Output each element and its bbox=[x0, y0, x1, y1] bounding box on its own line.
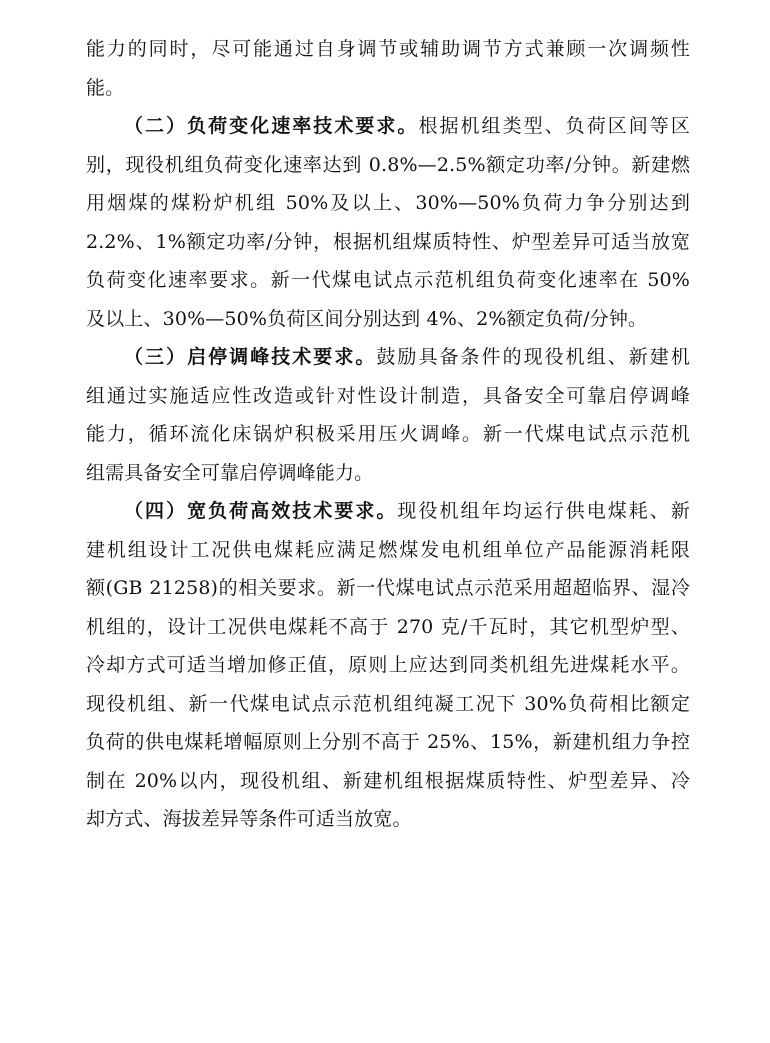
text-line: 机组的，设计工况供电煤耗不高于 270 克/千瓦时，其它机型炉型、 bbox=[86, 615, 690, 638]
text-line: 组通过实施适应性改造或针对性设计制造，具备安全可靠启停调峰 bbox=[86, 384, 690, 407]
text-line: 冷却方式可适当增加修正值，原则上应达到同类机组先进煤耗水平。 bbox=[86, 654, 690, 676]
text-line: 能力的同时，尽可能通过自身调节或辅助调节方式兼顾一次调频性 bbox=[86, 38, 690, 60]
text-line bbox=[86, 107, 690, 146]
text-run: 现役机组年均运行供电煤耗、新 bbox=[397, 500, 690, 522]
text-line: 负荷的供电煤耗增幅原则上分别不高于 25%、15%，新建机组力争控 bbox=[86, 731, 690, 753]
text-line: 建机组设计工况供电煤耗应满足燃煤发电机组单位产品能源消耗限 bbox=[86, 538, 690, 561]
text-line: 能力，循环流化床锅炉积极采用压火调峰。新一代煤电试点示范机 bbox=[86, 423, 690, 445]
text-line: 现役机组、新一代煤电试点示范机组纯凝工况下 30%负荷相比额定 bbox=[86, 692, 690, 715]
section-heading: （三）启停调峰技术要求。 bbox=[124, 346, 377, 368]
text-line: 却方式、海拔差异等条件可适当放宽。 bbox=[86, 808, 412, 830]
text-line bbox=[86, 492, 690, 531]
text-line bbox=[86, 338, 690, 377]
document-page bbox=[86, 30, 690, 839]
text-run: 鼓励具备条件的现役机组、新建机 bbox=[376, 346, 690, 368]
paragraph-continued bbox=[86, 30, 690, 107]
text-line: 及以上、30%—50%负荷区间分别达到 4%、2%额定负荷/分钟。 bbox=[86, 307, 648, 330]
section-heading: （四）宽负荷高效技术要求。 bbox=[124, 500, 398, 522]
text-line: 组需具备安全可靠启停调峰能力。 bbox=[86, 461, 374, 484]
text-line: 负荷变化速率要求。新一代煤电试点示范机组负荷变化速率在 50% bbox=[86, 269, 690, 291]
text-line: 2.2%、1%额定功率/分钟，根据机组煤质特性、炉型差异可适当放宽 bbox=[86, 230, 690, 253]
paragraph-start-stop-peaking bbox=[86, 338, 690, 492]
text-run: 根据机组类型、负荷区间等区 bbox=[418, 115, 690, 137]
paragraph-load-change-rate bbox=[86, 107, 690, 338]
paragraph-wide-load-efficiency bbox=[86, 492, 690, 839]
text-line: 额(GB 21258)的相关要求。新一代煤电试点示范采用超超临界、湿冷 bbox=[86, 577, 690, 599]
text-line: 制在 20%以内，现役机组、新建机组根据煤质特性、炉型差异、冷 bbox=[86, 769, 690, 792]
text-line: 能。 bbox=[86, 76, 125, 99]
section-heading: （二）负荷变化速率技术要求。 bbox=[124, 115, 419, 137]
text-line: 用烟煤的煤粉炉机组 50%及以上、30%—50%负荷力争分别达到 bbox=[86, 192, 690, 214]
text-line: 别，现役机组负荷变化速率达到 0.8%—2.5%额定功率/分钟。新建燃 bbox=[86, 153, 690, 176]
